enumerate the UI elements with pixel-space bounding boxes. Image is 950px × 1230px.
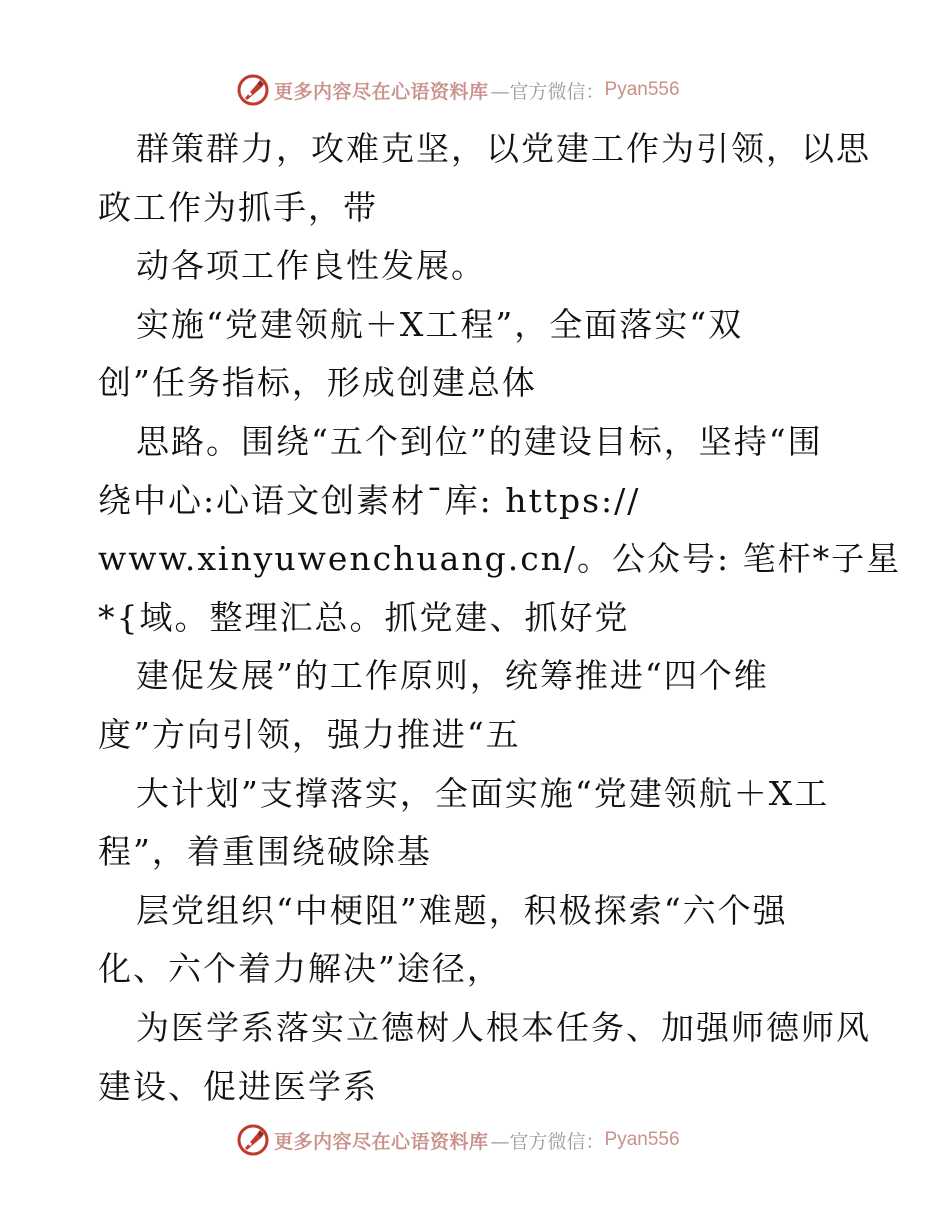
header-watermark (236, 72, 680, 108)
pen-nib-logo-icon (236, 73, 270, 107)
text-line: 建设、促进医学系 (98, 1066, 378, 1106)
footer-watermark (236, 1122, 680, 1158)
text-line: 层党组织“中梗阻”难题，积极探索“六个强 (136, 890, 788, 930)
document-body (98, 120, 902, 1116)
text-line: 化、六个着力解决”途径， (98, 949, 502, 989)
pen-nib-logo-icon (236, 1123, 270, 1157)
text-line: 大计划”支撑落实，全面实施“党建领航＋X工 (136, 773, 830, 813)
text-line: 政工作为抓手，带 (98, 187, 378, 227)
watermark-id-text: Pyan556 (604, 1129, 680, 1150)
text-line: 绕中心:心语文创素材¯库: https:// (98, 480, 641, 520)
watermark-dash-text: —官方微信： (490, 80, 605, 103)
watermark-main-text: 更多内容尽在心语资料库 (274, 80, 489, 103)
text-line: 为医学系落实立德树人根本任务、加强师德师风 (136, 1007, 871, 1047)
text-line: *{域。整理汇总。抓党建、抓好党 (98, 597, 630, 637)
text-line: 群策群力，攻难克坚，以党建工作为引领，以思 (136, 129, 871, 168)
watermark-dash-text: —官方微信： (490, 1130, 605, 1153)
watermark-main-text: 更多内容尽在心语资料库 (274, 1130, 489, 1153)
text-line: 创”任务指标，形成创建总体 (98, 363, 537, 403)
watermark-id-text: Pyan556 (604, 79, 680, 100)
text-line: 实施“党建领航＋X工程”，全面落实“双 (136, 304, 744, 344)
text-line: 动各项工作良性发展。 (136, 246, 486, 286)
text-line: www.xinyuwenchuang.cn/。公众号: 笔杆*子星 (98, 539, 902, 579)
text-line: 建促发展”的工作原则，统筹推进“四个维 (136, 656, 769, 696)
text-line: 度”方向引领，强力推进“五 (98, 714, 521, 754)
text-line: 程”，着重围绕破除基 (98, 832, 432, 872)
text-line: 思路。围绕“五个到位”的建设目标，坚持“围 (136, 421, 823, 461)
